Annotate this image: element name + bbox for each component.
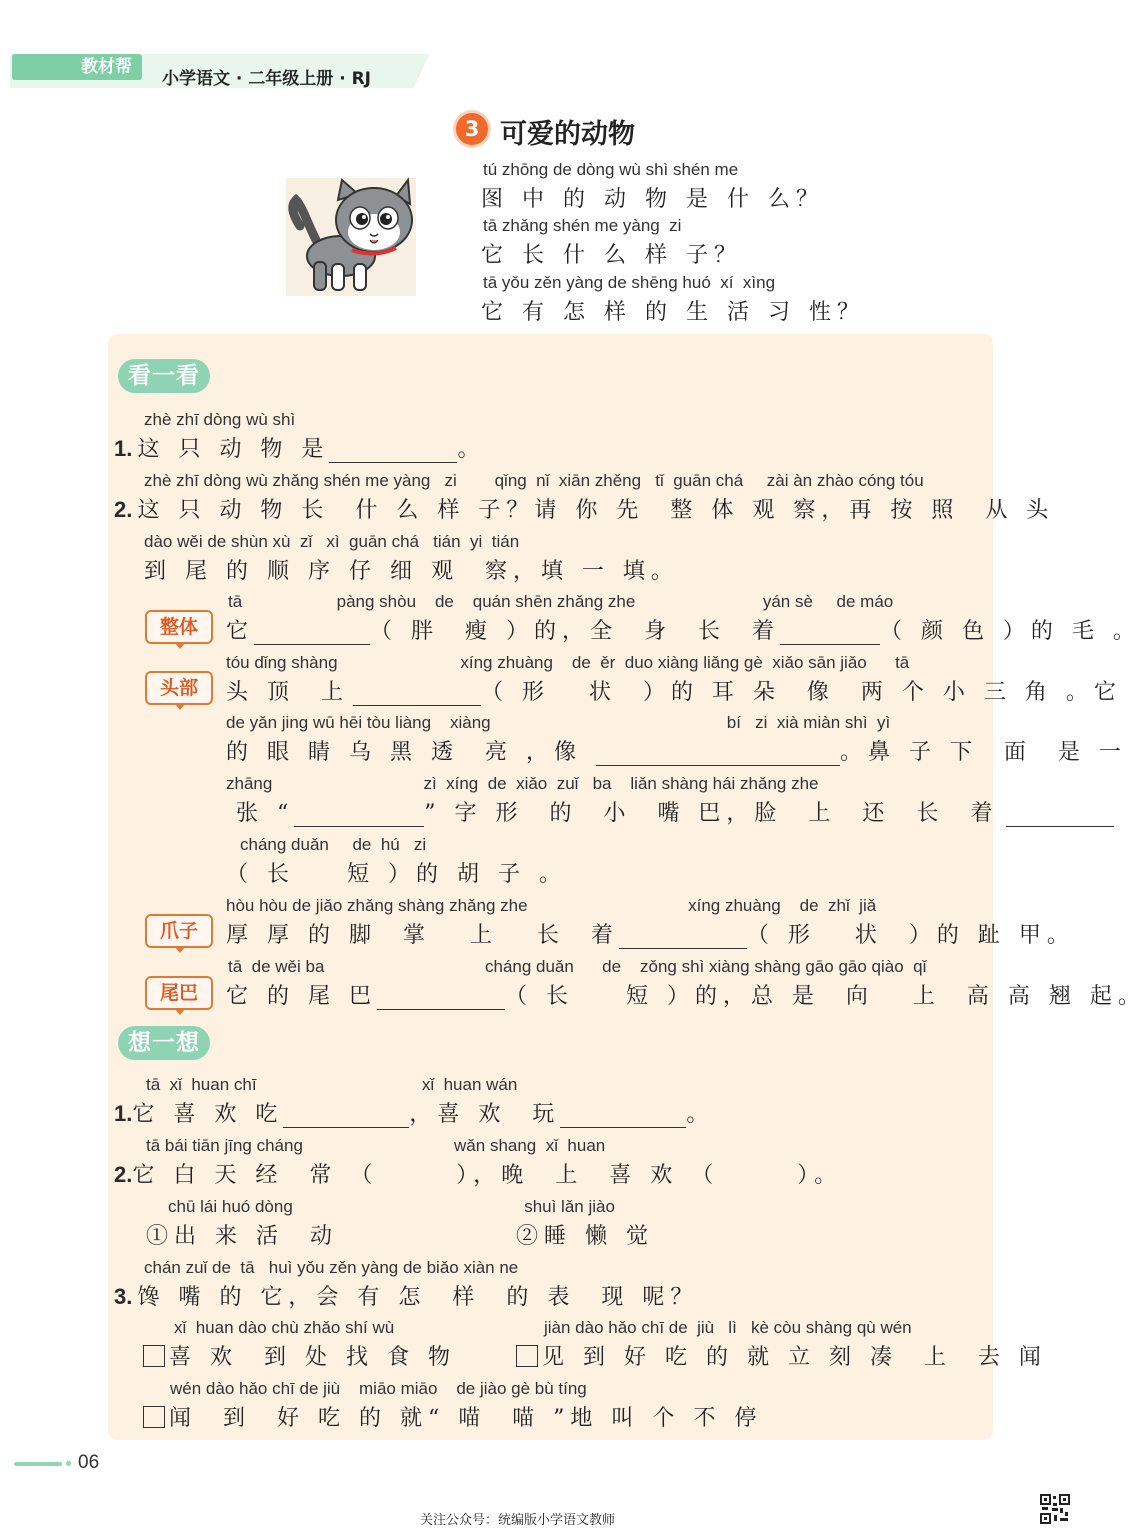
t1-line [114,1097,714,1128]
page-number: 06 [78,1452,100,1473]
claw-pinyin: hòu hòu de jiǎo zhǎng shàng zhǎng zhe xíng zhuàng de zhǐ jiǎ [226,896,877,915]
lesson-number-badge [456,113,488,145]
head-text-3b: ” 字 形 的 小 嘴 巴，脸 上 还 长 着 [424,801,999,826]
tag-claw: 爪子 [145,914,213,948]
footer-line [14,1462,62,1466]
checkbox-3[interactable] [143,1406,165,1428]
head-text-3a: 张 “ [236,801,295,826]
header-bar [10,54,430,88]
head-text-4: （ 长 短 ）的 胡 子 。 [226,862,567,887]
t2-pinyin: tā bái tiān jīng cháng wǎn shang xǐ huan [146,1136,606,1155]
tail-pinyin: tā de wěi ba cháng duǎn de zǒng shì xiàng shàng gāo gāo qiào qǐ [228,957,927,976]
checkbox-2[interactable] [516,1345,538,1367]
q2-pinyin-1: zhè zhī dòng wù zhǎng shén me yàng zi qǐng nǐ xiān zhěng tǐ guān chá zài àn zhào cóng tóu [144,471,924,490]
t1-pinyin: tā xǐ huan chī xǐ huan wán [146,1075,518,1094]
t2-line [114,1158,842,1189]
footer-dot [66,1461,71,1466]
tail-line [226,979,1146,1010]
q1-blank[interactable] [329,440,457,463]
tail-text-a: 它 的 尾 巴 [226,984,377,1009]
tag-tail: 尾巴 [145,976,213,1010]
q1-number: 1. [114,436,133,461]
head-pinyin-2: de yǎn jing wū hēi tòu liàng xiàng bí zi xià miàn shì yì [226,713,891,732]
lesson-title: 可爱的动物 [500,119,635,150]
whole-blank-1[interactable] [254,622,370,645]
whole-text-a: 它 [226,619,255,644]
section-look-label: 看一看 [118,359,210,393]
qr-code-icon [1040,1494,1070,1524]
lesson-number: 3 [464,117,480,141]
q1-line [114,432,485,463]
t3-choice-3-pinyin: wén dào hǎo chī de jiù miāo miāo de jiào gè bù tíng [170,1379,587,1398]
tail-blank[interactable] [377,987,505,1010]
header-badge: 教材帮 [12,54,142,80]
tail-text-b: （ 长 短 ）的，总 是 向 上 高 高 翘 起。 [504,984,1146,1009]
tag-head: 头部 [145,671,213,705]
q1-pinyin: zhè zhī dòng wù shì [144,410,296,429]
cat-illustration [286,178,416,296]
t3-choice-2-text: 见 到 好 吃 的 就 立 刻 凑 上 去 闻 [542,1345,1047,1370]
t3-choice-1[interactable] [143,1340,456,1371]
head-pinyin-4: cháng duǎn de hú zi [240,835,427,854]
t3-number: 3. [114,1284,133,1309]
head-blank-4[interactable] [1006,804,1114,827]
t3-choice-1-pinyin: xǐ huan dào chù zhǎo shí wù [174,1318,395,1337]
t3-pinyin: chán zuǐ de tā huì yǒu zěn yàng de biǎo xiàn ne [144,1258,519,1277]
intro-pinyin-3: tā yǒu zěn yàng de shēng huó xí xìng [483,273,776,292]
intro-pinyin-2: tā zhǎng shén me yàng zi [483,216,682,235]
t3-line [114,1280,698,1311]
whole-text-b: （ 胖 瘦 ）的，全 身 长 着 [370,619,780,644]
t2-option-2[interactable]: ②睡 懒 觉 [516,1224,654,1249]
t3-choice-1-text: 喜 欢 到 处 找 食 物 [169,1345,456,1370]
t1-number: 1. [114,1101,133,1126]
head-line-1 [226,675,1122,706]
whole-pinyin: tā pàng shòu de quán shēn zhǎng zhe yán sè de máo [228,592,894,611]
head-text-2b: 。鼻 子 下 面 是 一 [839,740,1127,765]
head-text-2a: 的 眼 睛 乌 黑 透 亮 ，像 [226,740,582,765]
q2-number: 2. [114,497,133,522]
head-blank-2[interactable] [596,743,840,766]
q1-text: 这 只 动 物 是 [137,437,330,462]
head-line-2 [226,735,1127,766]
section-think-label: 想一想 [118,1026,210,1060]
head-text-1a: 头 顶 上 [226,680,349,705]
header-book: 小学语文 · 二年级上册 · RJ [162,69,372,89]
intro-pinyin-1: tú zhōng de dòng wù shì shén me [483,160,739,179]
claw-text-a: 厚 厚 的 脚 掌 上 长 着 [226,923,619,948]
q2-text-1: 这 只 动 物 长 什 么 样 子？请 你 先 整 体 观 察，再 按 照 从 头 [137,498,1055,523]
claw-blank[interactable] [619,926,747,949]
t3-choice-2-pinyin: jiàn dào hǎo chī de jiù lì kè còu shàng qù wén [544,1318,912,1337]
tag-whole: 整体 [145,610,213,644]
claw-line [226,918,1075,949]
t2-number: 2. [114,1162,133,1187]
head-line-3 [236,796,1114,827]
intro-text-3: 它 有 怎 样 的 生 活 习 性？ [481,300,865,325]
head-blank-3[interactable] [294,804,424,827]
whole-blank-2[interactable] [780,622,880,645]
q2-line-1 [114,493,1054,524]
head-text-1b: （ 形 状 ）的 耳 朵 像 两 个 小 三 角 。它 [480,680,1122,705]
t1-blank-1[interactable] [283,1105,409,1128]
q2-text-2: 到 尾 的 顺 序 仔 细 观 察，填 一 填。 [144,559,679,584]
head-pinyin-3: zhāng zì xíng de xiǎo zuǐ ba liǎn shàng hái zhǎng zhe [226,774,819,793]
checkbox-1[interactable] [143,1345,165,1367]
whole-text-c: （ 颜 色 ）的 毛 。 [879,619,1141,644]
t3-choice-3-text: 闻 到 好 吃 的 就“ 喵 喵 ”地 叫 个 不 停 [169,1406,763,1431]
t3-choice-2[interactable] [516,1340,1047,1371]
t2-option-pinyin: chū lái huó dòng shuì lǎn jiào [168,1197,615,1216]
t1-text-b: ，喜 欢 玩 [409,1102,561,1127]
head-pinyin-1: tóu dǐng shàng xíng zhuàng de ěr duo xiàng liǎng gè xiǎo sān jiǎo tā [226,653,910,672]
intro-text-2: 它 长 什 么 样 子？ [481,243,742,268]
whole-line [226,614,1141,645]
q1-end: 。 [457,437,486,462]
footer-note: 关注公众号：统编版小学语文教师 [420,1513,616,1528]
t3-text: 馋 嘴 的 它，会 有 怎 样 的 表 现 呢？ [137,1285,699,1310]
intro-text-1: 图 中 的 动 物 是 什 么？ [481,187,824,212]
t2-text: 它 白 天 经 常 （ ），晚 上 喜 欢 （ ）。 [132,1163,843,1188]
t1-text-c: 。 [686,1102,715,1127]
t2-option-1[interactable]: ①出 来 活 动 [146,1224,338,1249]
t1-blank-2[interactable] [560,1105,686,1128]
head-blank-1[interactable] [353,683,481,706]
claw-text-b: （ 形 状 ）的 趾 甲。 [746,923,1075,948]
q2-pinyin-2: dào wěi de shùn xù zǐ xì guān chá tián yi tián [144,532,520,551]
t1-text-a: 它 喜 欢 吃 [132,1102,284,1127]
t3-choice-3[interactable] [143,1401,762,1432]
